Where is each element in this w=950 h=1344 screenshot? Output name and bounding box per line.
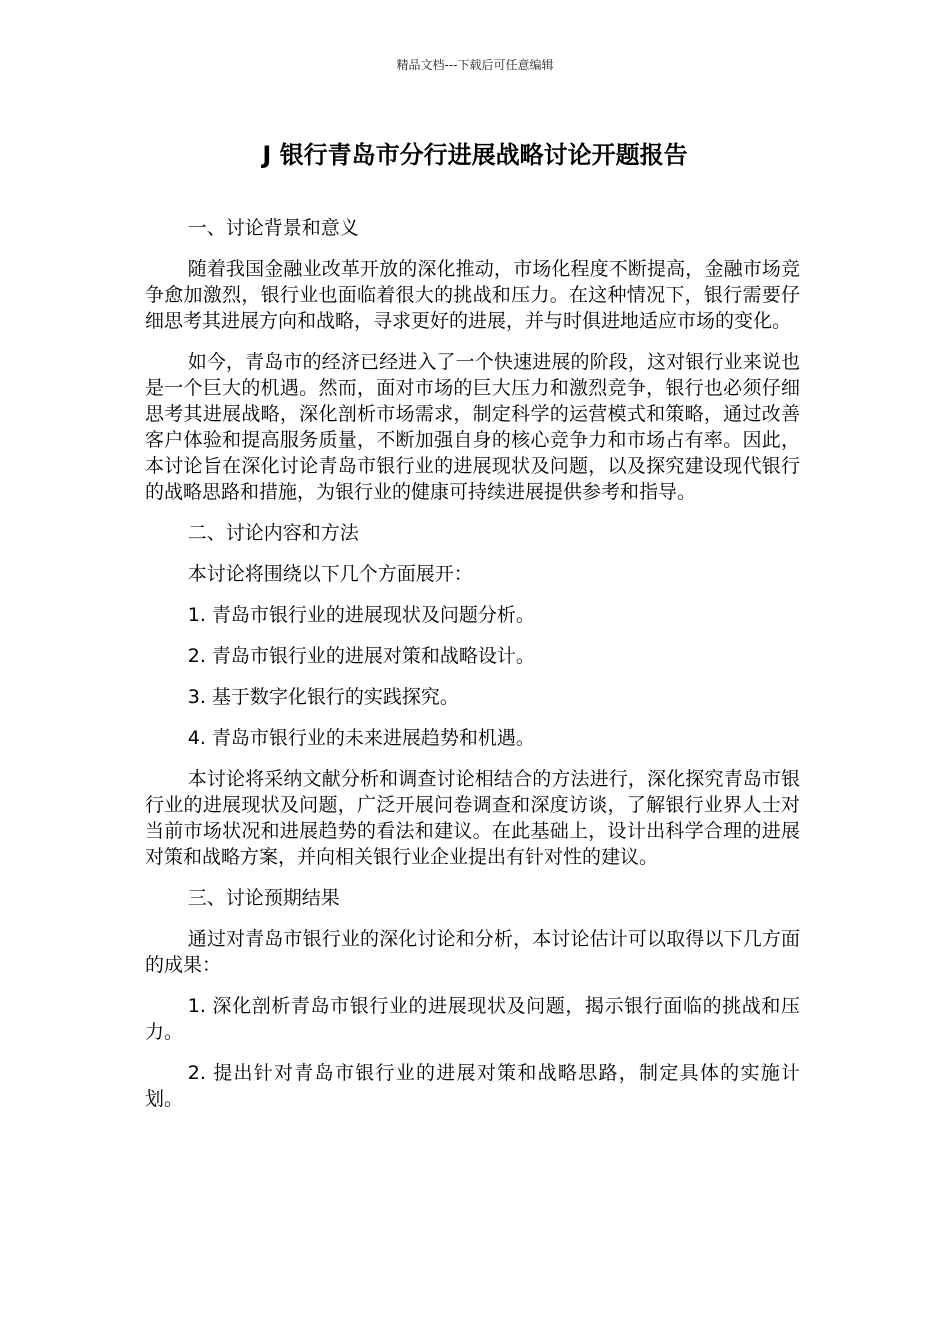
document-title: J 银行青岛市分行进展战略讨论开题报告 — [262, 141, 688, 169]
paragraph-background-2: 如今，青岛市的经济已经进入了一个快速进展的阶段，这对银行业来说也是一个巨大的机遇。然而，面对市场的巨大压力和激烈竞争，银行也必须仔细思考其进展战略，深化剖析市场需求，制定科学的运营模式和策略，通过改善客户体验和提高服务质量，不断加强自身的核心竞争力和市场占有率。因此，本讨论旨在深化讨论青岛市银行业的进展现状及问题，以及探究建设现代银行的战略思路和措施，为银行业的健康可持续进展提供参考和指导。 — [145, 351, 800, 503]
list-item: 3. 基于数字化银行的实践探究。 — [187, 686, 459, 708]
paragraph-content-intro: 本讨论将围绕以下几个方面展开： — [187, 563, 473, 585]
page-header-note: 精品文档---下载后可任意编辑 — [396, 58, 554, 72]
section-heading-content-method: 二、讨论内容和方法 — [187, 522, 359, 544]
section-heading-expected-results: 三、讨论预期结果 — [187, 887, 340, 909]
document-body — [145, 215, 800, 1127]
paragraph-method: 本讨论将采纳文献分析和调查讨论相结合的方法进行，深化探究青岛市银行业的进展现状及问题，广泛开展问卷调查和深度访谈，了解银行业界人士对当前市场状况和进展趋势的看法和建议。在此基础上，设计出科学合理的进展对策和战略方案，并向相关银行业企业提出有针对性的建议。 — [145, 768, 800, 868]
list-item: 1. 深化剖析青岛市银行业的进展现状及问题，揭示银行面临的挑战和压力。 — [145, 995, 800, 1043]
list-item: 4. 青岛市银行业的未来进展趋势和机遇。 — [187, 727, 535, 749]
paragraph-results-intro: 通过对青岛市银行业的深化讨论和分析，本讨论估计可以取得以下几方面的成果： — [145, 928, 800, 976]
list-item: 1. 青岛市银行业的进展现状及问题分析。 — [187, 604, 535, 626]
section-heading-background: 一、讨论背景和意义 — [187, 217, 359, 239]
list-item: 2. 青岛市银行业的进展对策和战略设计。 — [187, 645, 535, 667]
list-item: 2. 提出针对青岛市银行业的进展对策和战略思路，制定具体的实施计划。 — [145, 1062, 800, 1110]
paragraph-background-1: 随着我国金融业改革开放的深化推动，市场化程度不断提高，金融市场竞争愈加激烈，银行业也面临着很大的挑战和压力。在这种情况下，银行需要仔细思考其进展方向和战略，寻求更好的进展，并与时俱进地适应市场的变化。 — [145, 258, 800, 332]
